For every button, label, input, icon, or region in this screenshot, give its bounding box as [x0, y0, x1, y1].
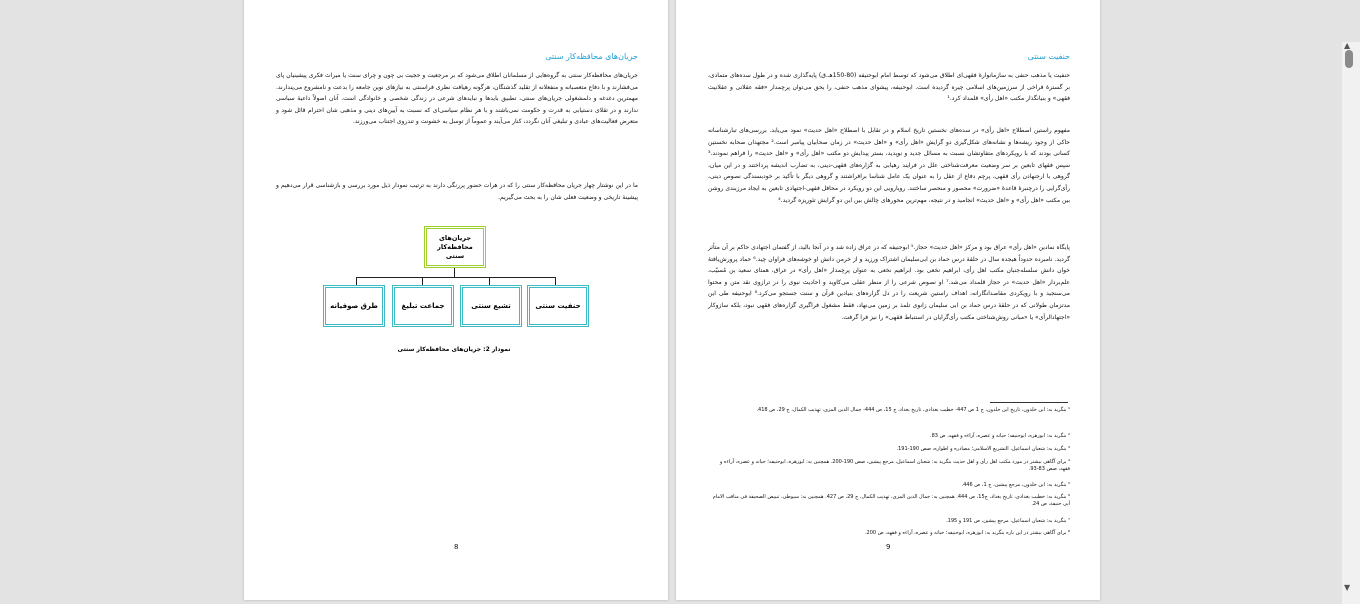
paragraph-intro: جریان‌های محافظه‌کار سنتی به گروه‌هایی از مسلمانان اطلاق می‌شود که بر مرجعیت و حجیت بی چون و چرای سنت یا میراث فکری پیشینیان پای می‌فشارند و با دفاع متعصبانه و منفعلانه از تقلید گذشتگان، هرگونه رهیافت نظری فراسنتی به نیازهای نوین جامعه را بدعت و نامشروع می‌پندارند. مهمترین دغدغه و دلمشغولی جریان‌های سنتی، تطبیق بایدها و نبایدهای شرعی در زندگی شخصی و خانوادگی است. آنان اصولاً داعیهٔ سیاسی ندارند و در تقلای دستیابی به قدرت و حکومت نمی‌باشند و با هر نظام سیاسی‌ای که نسبت به آیین‌های دینی و مذهبی شان احترام قائل شود و متعرض فعالیت‌های عبادی و تبلیغی آنان نگردد، کنار می‌آیند و عموماً از توسل به خشونت و تندروی اجتناب می‌ورزند.	[276, 72, 638, 126]
document-page-8	[244, 0, 668, 600]
footnote-7: ⁷ بنگرید به: شعبان اسماعیل، مرجع پیشین، ص 191 و 195.	[946, 518, 1070, 524]
diagram-connector-horizontal	[356, 277, 556, 278]
footnote-3: ³ بنگرید به: شعبان اسماعیل، التشریع الاسلامی؛ مصادره و اطواره، صص 190-191.	[896, 446, 1070, 452]
diagram-node-shia: تشیع سنتی	[460, 285, 522, 327]
diagram-root-node: جریان‌های محافظه‌کار سنتی	[424, 226, 486, 268]
document-page-9	[676, 0, 1100, 600]
scrollbar-thumb[interactable]	[1345, 50, 1353, 68]
diagram-connector-1	[356, 277, 357, 285]
vertical-scrollbar-track[interactable]	[1342, 42, 1360, 604]
footnote-separator	[990, 402, 1068, 403]
scroll-up-arrow-icon[interactable]: ▲	[1344, 41, 1351, 50]
diagram-connector-3	[489, 277, 490, 285]
diagram-node-tablighi: جماعت تبلیغ	[392, 285, 454, 327]
diagram-connector-2	[422, 277, 423, 285]
paragraph-ahl-al-ray: مفهوم راستین اصطلاح «اهل رأی» در سده‌های نخستین تاریخ اسلام و در تقابل با اصطلاح «اهل حدیث» نمود می‌یابد. بررسی‌های تبارشناسانه حاکی از وجود ریشه‌ها و نشانه‌های شکل‌گیری دو گرایش «اهل رأی» و «اهل حدیث» در زمان صحابیان پیامبر است.² مجتهدان صحابه نخستین کسانی بودند که با رویکردهای متفاوتشان نسبت به مسائل جدید و نوپدید، بستر پیدایش دو مکتب «اهل رأی» و «اهل حدیث» را فراهم نمودند.³ سپس فقهای تابعین بر سر وضعیت معرفت‌شناختی علل در فرایند رهیابی به گزاره‌های فقهی-دینی، به تضارب اندیشه پرداختند و در این میان، گروهی با ارجنهادن رأی فقهی، پرچم دفاع از عقل را به عنوان یک عامل شناسا برافراشتند و گروهی دیگر با تأکید بر خودبسندگی نصوص دینی، رأی‌گرایی را درچنبرهٔ قاعدهٔ «ضرورت» محصور و منحصر ساختند. رویارویی این دو رویکرد در محافل فقهی-اجتهادی تابعین به ایجاد مرزبندی روشن بین مکتب «اهل رأی» و «اهل حدیث» انجامید و در نتیجه، مهم‌ترین محورهای چالش بین این دو گرایش تئوریزه گردید.⁴	[708, 127, 1071, 204]
footnote-2: ² بنگرید به: ابوزهره، ابوحنیفه؛ حیاته و عصره، آراءه و فقهه، ص 83.	[930, 433, 1070, 439]
footnote-8: ⁸ برای آگاهی بیشتر در این باره بنگرید به: ابوزهره، ابوحنیفه؛ حیاته و عصره، آراءه و فقهه، ص 200.	[864, 530, 1070, 536]
paragraph-overview: ما در این نوشتار چهار جریان محافظه‌کار سنتی را که در هرات حضور پررنگی دارند به ترتیب نمودار ذیل مورد بررسی و بازشناسی قرار می‌دهیم و پیشینهٔ تاریخی و وضعیت فعلی شان را به بحث می‌گیریم.	[276, 182, 638, 201]
footnote-6: ⁶ بنگرید به: خطیب بغدادی، تاریخ بغداد، ج15، ص 444. همچنین به: جمال الدین المزی، تهذیب الکمال، ج 29، ص 427. همچنین به: سیوطی، تبییض الصحیفة فی مناقب الامام أبی حنیفة، ص 24.	[712, 494, 1070, 507]
paragraph-hanafi-definition: حنفیت یا مذهب حنفی به سازمانوارهٔ فقهی‌ای اطلاق می‌شود که توسط امام ابوحنیفه (80-150هـ.ق) پایه‌گذاری شده و در طول سده‌های متمادی، بر گسترهٔ فراخی از سرزمین‌های اسلامی چیره گردیده است. ابوحنیفه، پیشوای مذهب حنفی، را بحق می‌توان پرچمدار «فقه عقلانی و عقلانیت فقهی» و بنیانگذار مکتب «اهل رأی» قلمداد کرد.¹	[708, 72, 1070, 103]
page-number: 8	[454, 543, 459, 551]
page-number: 9	[886, 543, 891, 551]
diagram-node-sufi: طرق صوفیانه	[323, 285, 385, 327]
footnote-4: ⁴ برای آگاهی بیشتر در مورد مکتب اهل رأی و اهل حدیث بنگرید به: شعبان اسماعیل، مرجع پیشین، صص 190-200. همچنین به: ابوزهره، ابوحنیفه؛ حیاته و عصره، آراءه و فقهه، صص 83-93.	[719, 459, 1070, 472]
footnote-1: ¹ بنگرید به: ابن خلدون، تاریخ ابن خلدون، ج 1 ص 447- خطیب بغدادی، تاریخ بغداد، ج 15، ص 444- جمال الدین المزی، تهذیب الکمال، ج 29، ص 418.	[756, 407, 1070, 413]
diagram-connector-root	[454, 268, 455, 277]
section-heading-traditional-conservative: جریان‌های محافظه‌کار سنتی	[545, 52, 638, 61]
scroll-down-arrow-icon[interactable]: ▼	[1344, 583, 1351, 592]
diagram-caption: نمودار 2: جریان‌های محافظه‌کار سنتی	[397, 346, 511, 353]
diagram-node-hanafi: حنفیت سنتی	[527, 285, 589, 327]
section-heading-hanafi: حنفیت سنتی	[1027, 52, 1070, 61]
diagram-connector-4	[555, 277, 556, 285]
footnote-5: ⁵ بنگرید به: ابن خلدون، مرجع پیشین، ج 1، ص 446.	[961, 482, 1070, 488]
paragraph-iraq-hijaz: پایگاه نمادین «اهل رأی» عراق بود و مرکز «اهل حدیث» حجاز.⁵ ابوحنیفه که در عراق زاده شد و در آنجا بالید، از گفتمان اجتهادی حاکم بر آن متأثر گردید. نامبرده حدوداً هیجده سال در حلقهٔ درس حماد بن ابی‌سلیمان اشتراک ورزید و از خرمن دانش او خوشه‌های فراوان چید.⁶ حماد پرورش‌یافتهٔ خوان دانش سلسله‌جنبان مکتب اهل رأی، ابراهیم نخعی بود. ابراهیم نخعی به عنوان پرچمدار «اهل رأی» در عراق، همتای سعید بن مُسیّب، علم‌بردار «اهل حدیث» در حجاز قلمداد می‌شد.⁷ او نصوص شرعی را از منظر عقلی می‌کاوید و احادیث نبوی را در ترازوی نقد متن و محتوا می‌سنجید و با رویکردی مقاصدانگارانه، اهداف راستین شریعت را در دل گزاره‌های بنیادین قرآن و سنت جستجو می‌کرد.⁸ ابوحنیفه طی این مدتزمان طولانی که در حلقهٔ درس حماد بن ابی سلیمان زانوی تلمذ بر زمین می‌نهاد، فقط مشغول فراگیری گزاره‌های فقهی نبود، بلکه سازوکار «اجتهادالرأی» یا «مبانی روش‌شناختی مکتب رأی‌گرایان در استنباط فقهی» را نیز فرا گرفت.	[708, 244, 1071, 321]
